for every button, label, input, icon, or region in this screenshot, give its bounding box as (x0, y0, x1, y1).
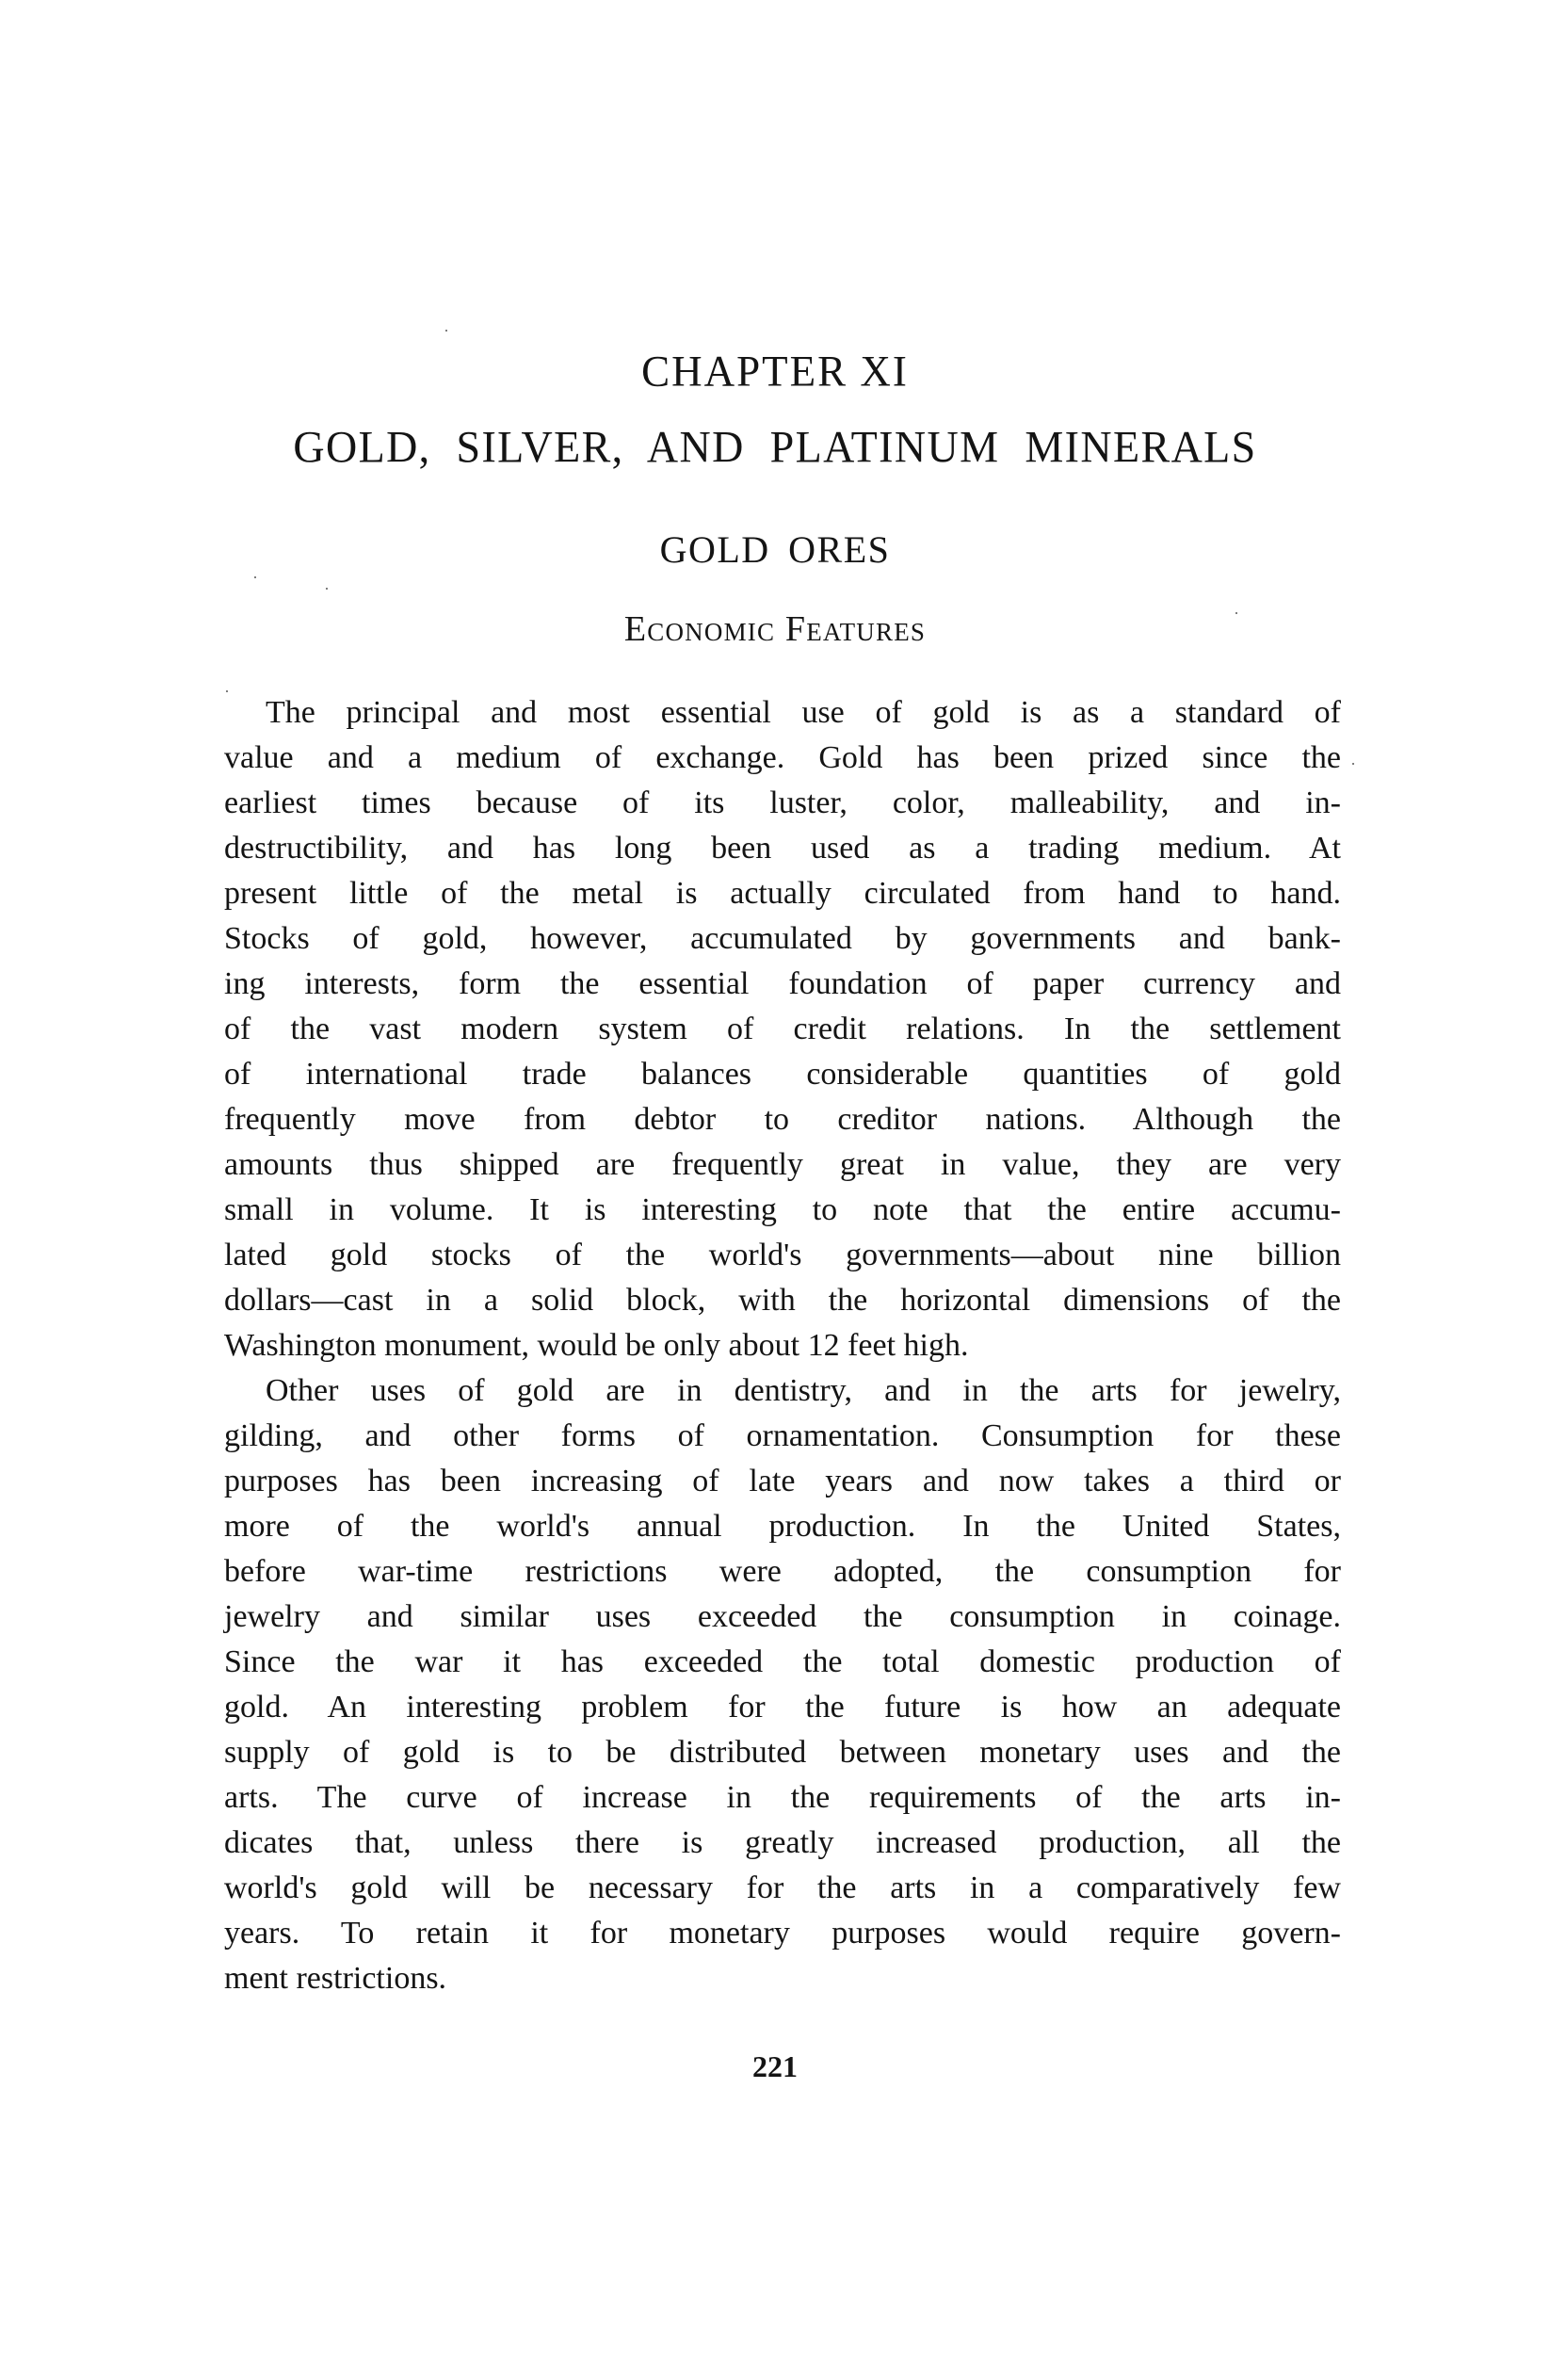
text-line: world's gold will be necessary for the arts in a comparatively few (224, 1870, 1341, 1905)
chapter-number: CHAPTER XI (641, 347, 909, 396)
text-line: Other uses of gold are in dentistry, and in the arts for jewelry, (266, 1373, 1341, 1408)
text-line: small in volume. It is interesting to note that the entire accumu- (224, 1192, 1341, 1227)
subheading: GOLD ORES (659, 528, 891, 571)
text-line: jewelry and similar uses exceeded the consumption in coinage. (224, 1599, 1341, 1634)
body-text (224, 690, 1341, 2001)
text-line: arts. The curve of increase in the requirements of the arts in- (224, 1780, 1341, 1815)
text-line: ing interests, form the essential foundation of paper currency and (224, 966, 1341, 1001)
text-line: lated gold stocks of the world's governments—about nine billion (224, 1238, 1341, 1272)
text-line: of the vast modern system of credit relations. In the settlement (224, 1012, 1341, 1046)
scan-speck (226, 690, 228, 692)
page-number: 221 (752, 2049, 798, 2083)
text-line: before war-time restrictions were adopted, the consumption for (224, 1554, 1341, 1589)
scan-speck (1235, 612, 1237, 614)
text-line: amounts thus shipped are frequently great in value, they are very (224, 1147, 1341, 1182)
text-line: more of the world's annual production. In the United States, (224, 1509, 1341, 1544)
text-line: years. To retain it for monetary purposes would require govern- (224, 1916, 1341, 1951)
text-line: Washington monument, would be only about 12 feet high. (224, 1328, 969, 1363)
text-line: gilding, and other forms of ornamentation. Consumption for these (224, 1418, 1341, 1453)
scan-speck (445, 330, 447, 332)
text-line: dollars—cast in a solid block, with the horizontal dimensions of the (224, 1283, 1341, 1318)
text-line: value and a medium of exchange. Gold has been prized since the (224, 740, 1341, 775)
text-line: earliest times because of its luster, color, malleability, and in- (224, 785, 1341, 820)
text-line: present little of the metal is actually circulated from hand to hand. (224, 876, 1341, 911)
text-line: ment restrictions. (224, 1961, 447, 1996)
text-line: The principal and most essential use of gold is as a standard of (266, 695, 1341, 730)
text-line: Since the war it has exceeded the total domestic production of (224, 1644, 1341, 1679)
chapter-title: GOLD, SILVER, AND PLATINUM MINERALS (293, 421, 1257, 473)
text-line: destructibility, and has long been used as a trading medium. At (224, 831, 1341, 866)
scan-speck (1352, 763, 1354, 765)
text-line: gold. An interesting problem for the future is how an adequate (224, 1690, 1341, 1724)
text-line: Stocks of gold, however, accumulated by governments and bank- (224, 921, 1341, 956)
section-heading: Economic Features (623, 609, 927, 649)
text-line: supply of gold is to be distributed between monetary uses and the (224, 1735, 1341, 1770)
text-line: of international trade balances considerable quantities of gold (224, 1057, 1341, 1092)
text-line: dicates that, unless there is greatly increased production, all the (224, 1825, 1341, 1860)
scan-speck (254, 576, 256, 578)
text-line: frequently move from debtor to creditor nations. Although the (224, 1102, 1341, 1137)
text-line: purposes has been increasing of late years and now takes a third or (224, 1464, 1341, 1498)
scan-speck (326, 588, 328, 590)
